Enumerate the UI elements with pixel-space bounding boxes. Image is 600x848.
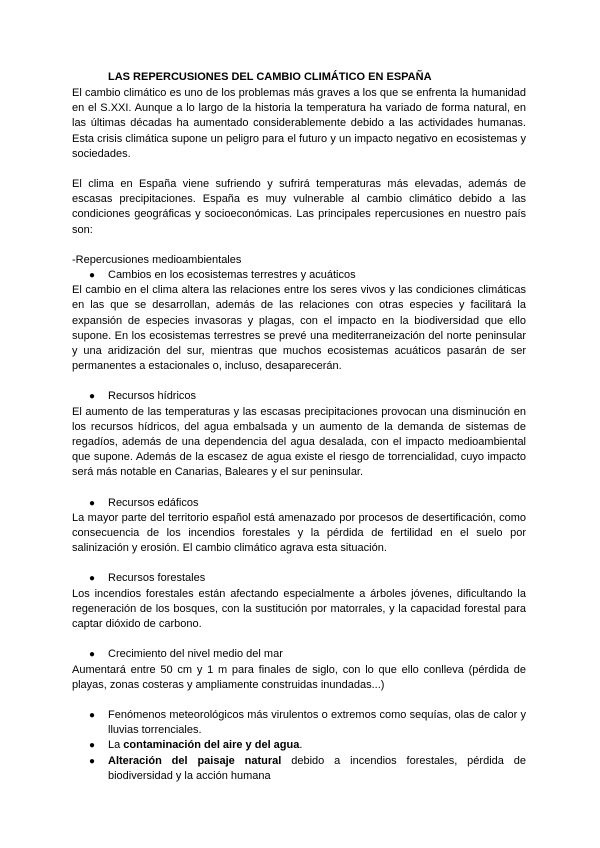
item-heading-text: Cambios en los ecosistemas terrestres y acuáticos [108, 269, 356, 282]
item-paragraph: El aumento de las temperaturas y las escasas precipitaciones provocan una disminución en los recursos hídricos, del agua embalsada y un aumento de la demanda de sistemas de regadíos, además de una dependencia del agua desalada, con el impacto medioambiental que supone. Además de la escasez de agua existe el riesgo de torrencialidad, cuyo impacto será más notable en Canarias, Baleares y el sur peninsular. [72, 405, 526, 479]
item-paragraph: Aumentará entre 50 cm y 1 m para finales de siglo, con lo que ello conlleva (pérdida de playas, zonas costeras y ampliamente construidas inundadas...) [72, 663, 526, 691]
list-item-heading [72, 571, 526, 586]
spacer [72, 374, 526, 389]
list-item [72, 708, 526, 738]
item-heading-text: Recursos forestales [108, 572, 206, 585]
bullet-icon: ● [89, 649, 96, 661]
final-bullet-list [72, 708, 526, 784]
intro-paragraph: El cambio climático es uno de los problemas más graves a los que se enfrenta la humanidad en el S.XXI. Aunque a lo largo de la historia la temperatura ha variado de forma natural, en las últimas décadas ha aumentado considerablemente debido a las actividades humanas. Esta crisis climática supone un peligro para el futuro y un impacto negativo en ecosistemas y sociedades. [72, 87, 526, 160]
bullet-icon: ● [89, 270, 96, 282]
item-heading-text: Crecimiento del nivel medio del mar [108, 648, 283, 661]
bullet-list [72, 496, 526, 511]
document-title: LAS REPERCUSIONES DEL CAMBIO CLIMÁTICO EN ESPAÑA [108, 71, 432, 83]
final-bullet-bold: contaminación del aire y del agua [123, 739, 300, 752]
spacer [72, 481, 526, 496]
final-bullet-text: Fenómenos meteorológicos más virulentos o extremos como sequías, olas de calor y lluvias torrenciales. [108, 708, 526, 737]
list-item-heading [72, 496, 526, 511]
item-heading-text: Recursos edáficos [108, 496, 199, 509]
item-paragraph: La mayor parte del territorio español está amenazado por procesos de desertificación, como consecuencia de los incendios forestales y la pérdida de fertilidad en el suelo por salinización y erosión. El cambio climático agrava esta situación. [72, 511, 526, 555]
item-paragraph: Los incendios forestales están afectando especialmente a árboles jóvenes, dificultando la regeneración de los bosques, con la sustitución por matorrales, y la capacidad forestal para captar dióxido de carbono. [72, 587, 526, 631]
list-item-heading [72, 647, 526, 662]
item-heading-text: Recursos hídricos [108, 390, 197, 403]
bullet-list [72, 647, 526, 662]
section-label: -Repercusiones medioambientales [72, 253, 242, 266]
spacer [72, 632, 526, 647]
final-bullet-bold: Alteración del paisaje natural [108, 754, 282, 767]
final-bullet-suffix: . [299, 739, 303, 752]
bullet-icon: ● [89, 391, 96, 403]
bullet-icon: ● [89, 709, 96, 721]
bullet-icon: ● [89, 497, 96, 509]
spacer [72, 556, 526, 571]
final-bullet-prefix: La [108, 739, 124, 752]
bullet-list [72, 389, 526, 404]
document-body [72, 70, 526, 784]
list-item [72, 754, 526, 784]
spacer [72, 162, 526, 177]
list-item-heading [72, 389, 526, 404]
spacer [72, 238, 526, 253]
spacer [72, 693, 526, 708]
bullet-icon: ● [89, 573, 96, 585]
item-paragraph: El cambio en el clima altera las relaciones entre los seres vivos y las condiciones climáticas en las que se desarrollan, además de las relaciones con otras especies y facilitará la expansión de especies invasoras y plagas, con el impacto en la biodiversidad que ello supone. En los ecosistemas terrestres se prevé una mediterraneización del norte peninsular y una aridización del sur, mientras que muchos ecosistemas acuáticos pasarán de ser permanentes a estacionales o, incluso, desaparecerán. [72, 284, 526, 373]
list-item [72, 738, 526, 753]
bullet-list [72, 571, 526, 586]
spain-paragraph: El clima en España viene sufriendo y sufrirá temperaturas más elevadas, además de escasas precipitaciones. España es muy vulnerable al cambio climático debido a las condiciones geográficas y socioeconómicas. Las principales repercusiones en nuestro país son: [72, 178, 526, 236]
bullet-icon: ● [89, 755, 96, 767]
final-bullet-suffix: debido a incendios forestales, pérdida de biodiversidad y la acción humana [108, 754, 526, 782]
bullet-icon: ● [89, 740, 96, 752]
list-item-heading [72, 268, 526, 283]
bullet-list [72, 268, 526, 283]
